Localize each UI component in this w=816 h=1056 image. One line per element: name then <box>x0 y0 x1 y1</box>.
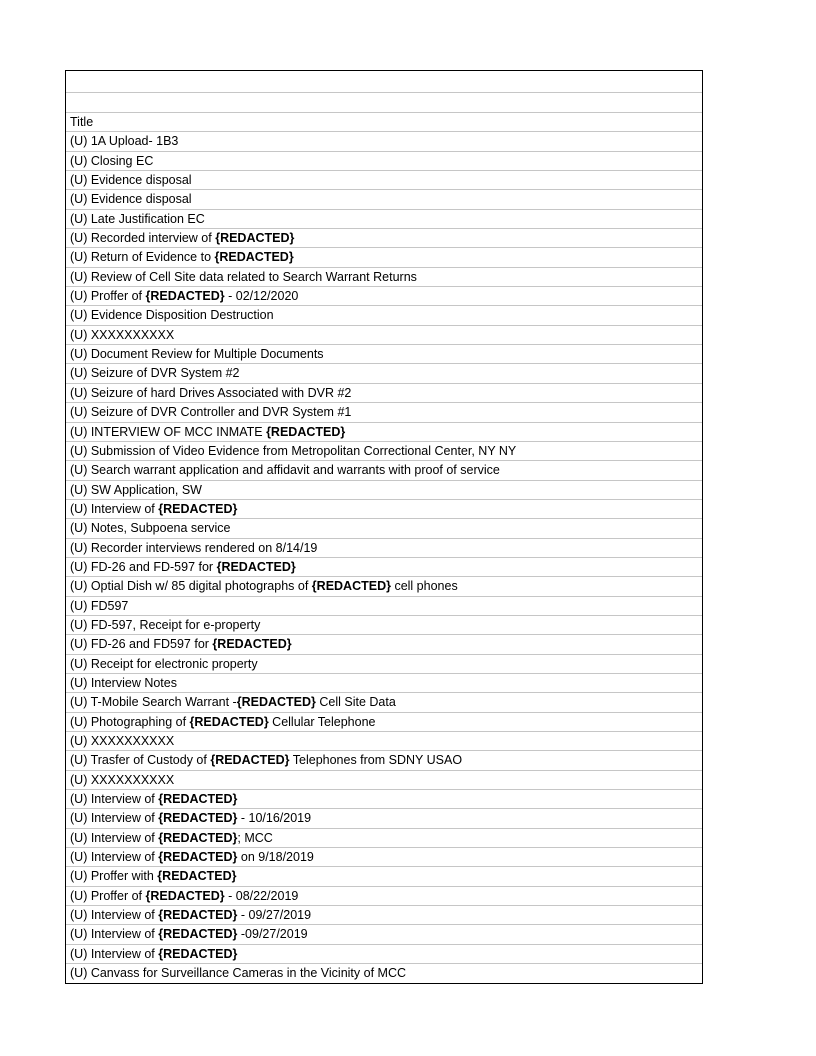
table-row <box>66 500 702 519</box>
titles-table <box>65 70 703 984</box>
row-text: on 9/18/2019 <box>237 850 314 865</box>
redacted-text: {REDACTED} <box>215 231 295 246</box>
redacted-text: {REDACTED} <box>145 289 225 304</box>
row-text: (U) Evidence disposal <box>70 173 192 188</box>
table-row <box>66 848 702 867</box>
table-row <box>66 539 702 558</box>
row-text: cell phones <box>390 579 458 594</box>
column-header-title <box>66 113 702 132</box>
table-row <box>66 519 702 538</box>
table-row <box>66 345 702 364</box>
empty-row <box>66 93 702 113</box>
table-row <box>66 287 702 306</box>
row-text: (U) Evidence Disposition Destruction <box>70 308 274 323</box>
table-row <box>66 306 702 325</box>
redacted-text: {REDACTED} <box>236 695 316 710</box>
table-row <box>66 829 702 848</box>
table-row <box>66 364 702 383</box>
row-text: (U) Interview of <box>70 830 159 845</box>
table-row <box>66 171 702 190</box>
table-row <box>66 229 702 248</box>
table-row <box>66 384 702 403</box>
row-text: (U) Interview of <box>70 946 159 961</box>
table-row <box>66 210 702 229</box>
table-row <box>66 481 702 500</box>
table-row <box>66 597 702 616</box>
table-row <box>66 616 702 635</box>
row-text: Telephones from SDNY USAO <box>289 753 463 768</box>
redacted-text: {REDACTED} <box>158 792 238 807</box>
row-text: -09/27/2019 <box>237 927 308 942</box>
table-row <box>66 442 702 461</box>
row-text: (U) Receipt for electronic property <box>70 656 258 671</box>
table-row <box>66 906 702 925</box>
table-row <box>66 964 702 983</box>
redacted-text: {REDACTED} <box>189 714 269 729</box>
row-text: Cellular Telephone <box>268 714 376 729</box>
row-text: (U) Canvass for Surveillance Cameras in the Vicinity of MCC <box>70 966 406 981</box>
redacted-text: {REDACTED} <box>145 888 225 903</box>
table-row <box>66 190 702 209</box>
row-text: (U) SW Application, SW <box>70 482 202 497</box>
row-text: (U) FD-26 and FD-597 for <box>70 559 217 574</box>
row-text: (U) Seizure of hard Drives Associated with DVR #2 <box>70 385 352 400</box>
row-text: - 08/22/2019 <box>224 888 299 903</box>
redacted-text: {REDACTED} <box>266 424 346 439</box>
redacted-text: {REDACTED} <box>214 250 294 265</box>
row-text: (U) Closing EC <box>70 153 154 168</box>
row-text: (U) Proffer of <box>70 888 146 903</box>
row-text: (U) Document Review for Multiple Documents <box>70 347 324 362</box>
table-row <box>66 558 702 577</box>
table-row <box>66 674 702 693</box>
row-text: (U) FD-597, Receipt for e-property <box>70 617 261 632</box>
row-text: - 10/16/2019 <box>237 811 312 826</box>
table-row <box>66 751 702 770</box>
redacted-text: {REDACTED} <box>212 637 292 652</box>
row-text: (U) Interview of <box>70 501 159 516</box>
row-text: (U) Review of Cell Site data related to Search Warrant Returns <box>70 269 417 284</box>
row-text: (U) Interview of <box>70 927 159 942</box>
redacted-text: {REDACTED} <box>157 869 237 884</box>
row-text: (U) INTERVIEW OF MCC INMATE <box>70 424 267 439</box>
row-text: - 02/12/2020 <box>224 289 299 304</box>
table-row <box>66 326 702 345</box>
row-text: (U) Interview Notes <box>70 675 177 690</box>
row-text: - 09/27/2019 <box>237 908 312 923</box>
table-row <box>66 887 702 906</box>
table-row <box>66 809 702 828</box>
row-text: (U) Recorder interviews rendered on 8/14/19 <box>70 540 318 555</box>
row-text: (U) XXXXXXXXXX <box>70 327 175 342</box>
table-row <box>66 732 702 751</box>
row-text: (U) Recorded interview of <box>70 231 216 246</box>
row-text: (U) Search warrant application and affidavit and warrants with proof of service <box>70 463 500 478</box>
table-row <box>66 925 702 944</box>
table-row <box>66 790 702 809</box>
sheet-rows <box>66 132 702 983</box>
table-row <box>66 423 702 442</box>
table-row <box>66 461 702 480</box>
row-text: ; MCC <box>237 830 273 845</box>
table-row <box>66 248 702 267</box>
row-text: (U) Late Justification EC <box>70 211 205 226</box>
table-row <box>66 713 702 732</box>
row-text: (U) XXXXXXXXXX <box>70 772 175 787</box>
redacted-text: {REDACTED} <box>311 579 391 594</box>
column-header-label: Title <box>70 115 94 129</box>
row-text: (U) Proffer with <box>70 869 158 884</box>
row-text: (U) Seizure of DVR System #2 <box>70 366 240 381</box>
row-text: (U) Proffer of <box>70 289 146 304</box>
row-text: (U) Photographing of <box>70 714 190 729</box>
table-row <box>66 693 702 712</box>
row-text: (U) T-Mobile Search Warrant - <box>70 695 237 710</box>
redacted-text: {REDACTED} <box>158 946 238 961</box>
table-row <box>66 771 702 790</box>
empty-row <box>66 71 702 93</box>
row-text: (U) Notes, Subpoena service <box>70 521 231 536</box>
row-text: (U) Interview of <box>70 811 159 826</box>
redacted-text: {REDACTED} <box>158 850 238 865</box>
redacted-text: {REDACTED} <box>210 753 290 768</box>
row-text: (U) 1A Upload- 1B3 <box>70 134 179 149</box>
table-row <box>66 945 702 964</box>
table-row <box>66 867 702 886</box>
row-text: (U) Submission of Video Evidence from Metropolitan Correctional Center, NY NY <box>70 443 517 458</box>
table-row <box>66 403 702 422</box>
row-text: Cell Site Data <box>315 695 396 710</box>
row-text: (U) Evidence disposal <box>70 192 192 207</box>
row-text: (U) Interview of <box>70 850 159 865</box>
redacted-text: {REDACTED} <box>158 927 238 942</box>
row-text: (U) Interview of <box>70 792 159 807</box>
row-text: (U) Interview of <box>70 908 159 923</box>
table-row <box>66 132 702 151</box>
row-text: (U) Trasfer of Custody of <box>70 753 211 768</box>
row-text: (U) FD-26 and FD597 for <box>70 637 213 652</box>
row-text: (U) Return of Evidence to <box>70 250 215 265</box>
table-row <box>66 655 702 674</box>
redacted-text: {REDACTED} <box>216 559 296 574</box>
redacted-text: {REDACTED} <box>158 501 238 516</box>
row-text: (U) FD597 <box>70 598 129 613</box>
redacted-text: {REDACTED} <box>158 811 238 826</box>
redacted-text: {REDACTED} <box>158 908 238 923</box>
table-row <box>66 268 702 287</box>
table-row <box>66 577 702 596</box>
redacted-text: {REDACTED} <box>158 830 238 845</box>
table-row <box>66 152 702 171</box>
row-text: (U) XXXXXXXXXX <box>70 734 175 748</box>
table-row <box>66 635 702 654</box>
row-text: (U) Seizure of DVR Controller and DVR System #1 <box>70 405 352 420</box>
row-text: (U) Optial Dish w/ 85 digital photographs of <box>70 579 312 594</box>
